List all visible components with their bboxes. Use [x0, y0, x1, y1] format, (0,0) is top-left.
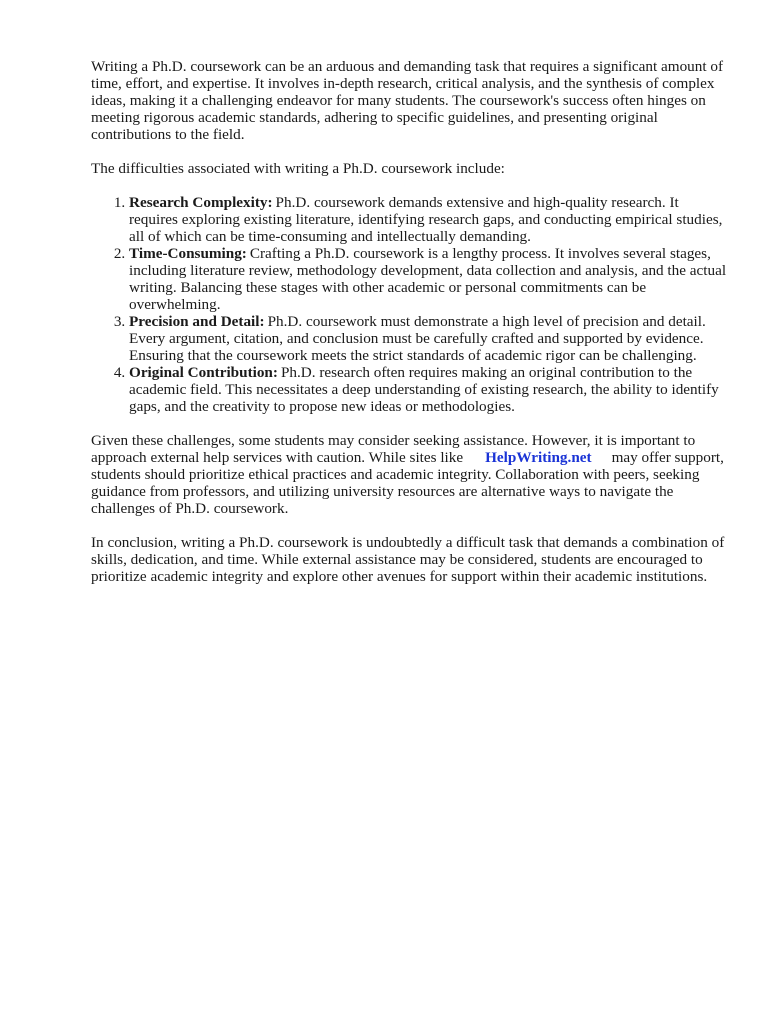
list-item-term: Research Complexity:: [129, 194, 273, 211]
list-item-text: Crafting a Ph.D. coursework is a lengthy process. It involves several stages, including literature review, methodology development, data collection and analysis, and the actual writing. Balancing these stages with other academic or personal commitments can be overwhelming.: [129, 245, 727, 313]
list-item-text: Ph.D. research often requires making an original contribution to the academic field. This necessitates a deep understanding of existing research, the ability to identify gaps, and the creativity to propose new ideas or methodologies.: [129, 364, 719, 415]
list-item: [129, 194, 731, 245]
conclusion-paragraph: In conclusion, writing a Ph.D. coursework is undoubtedly a difficult task that demands a combination of skills, dedication, and time. While external assistance may be considered, students are encouraged to prioritize academic integrity and explore other avenues for support within their academic institutions.: [91, 534, 725, 585]
list-item: [129, 313, 731, 364]
list-item-term: Time-Consuming:: [129, 245, 247, 262]
assistance-text-before: Given these challenges, some students may consider seeking assistance. However, it is important to approach external help services with caution. While sites like: [91, 432, 696, 466]
list-item-term: Precision and Detail:: [129, 313, 265, 330]
assistance-paragraph: [91, 432, 731, 517]
list-item-text: Ph.D. coursework must demonstrate a high level of precision and detail. Every argument, citation, and conclusion must be carefully crafted and supported by evidence. Ensuring that the coursework meets the strict standards of academic rigor can be challenging.: [129, 313, 706, 364]
assistance-text-after: may offer support, students should prioritize ethical practices and academic integrity. Collaboration with peers, seeking guidance from professors, and utilizing university resources are alternative ways to navigate the challenges of Ph.D. coursework.: [91, 449, 724, 517]
list-item-text: Ph.D. coursework demands extensive and high-quality research. It requires exploring existing literature, identifying research gaps, and conducting empirical studies, all of which can be time-consuming and intellectually demanding.: [129, 194, 723, 245]
list-item: [129, 245, 731, 313]
intro-paragraph: Writing a Ph.D. coursework can be an arduous and demanding task that requires a significant amount of time, effort, and expertise. It involves in-depth research, critical analysis, and the synthesis of complex ideas, making it a challenging endeavor for many students. The coursework's success often hinges on meeting rigorous academic standards, adhering to specific guidelines, and presenting original contributions to the field.: [91, 58, 724, 143]
difficulties-list: [91, 194, 731, 415]
helpwriting-link[interactable]: HelpWriting.net: [485, 449, 592, 466]
document-page: [91, 58, 731, 602]
list-lead-paragraph: The difficulties associated with writing a Ph.D. coursework include:: [91, 160, 505, 177]
list-item: [129, 364, 731, 415]
list-item-term: Original Contribution:: [129, 364, 278, 381]
